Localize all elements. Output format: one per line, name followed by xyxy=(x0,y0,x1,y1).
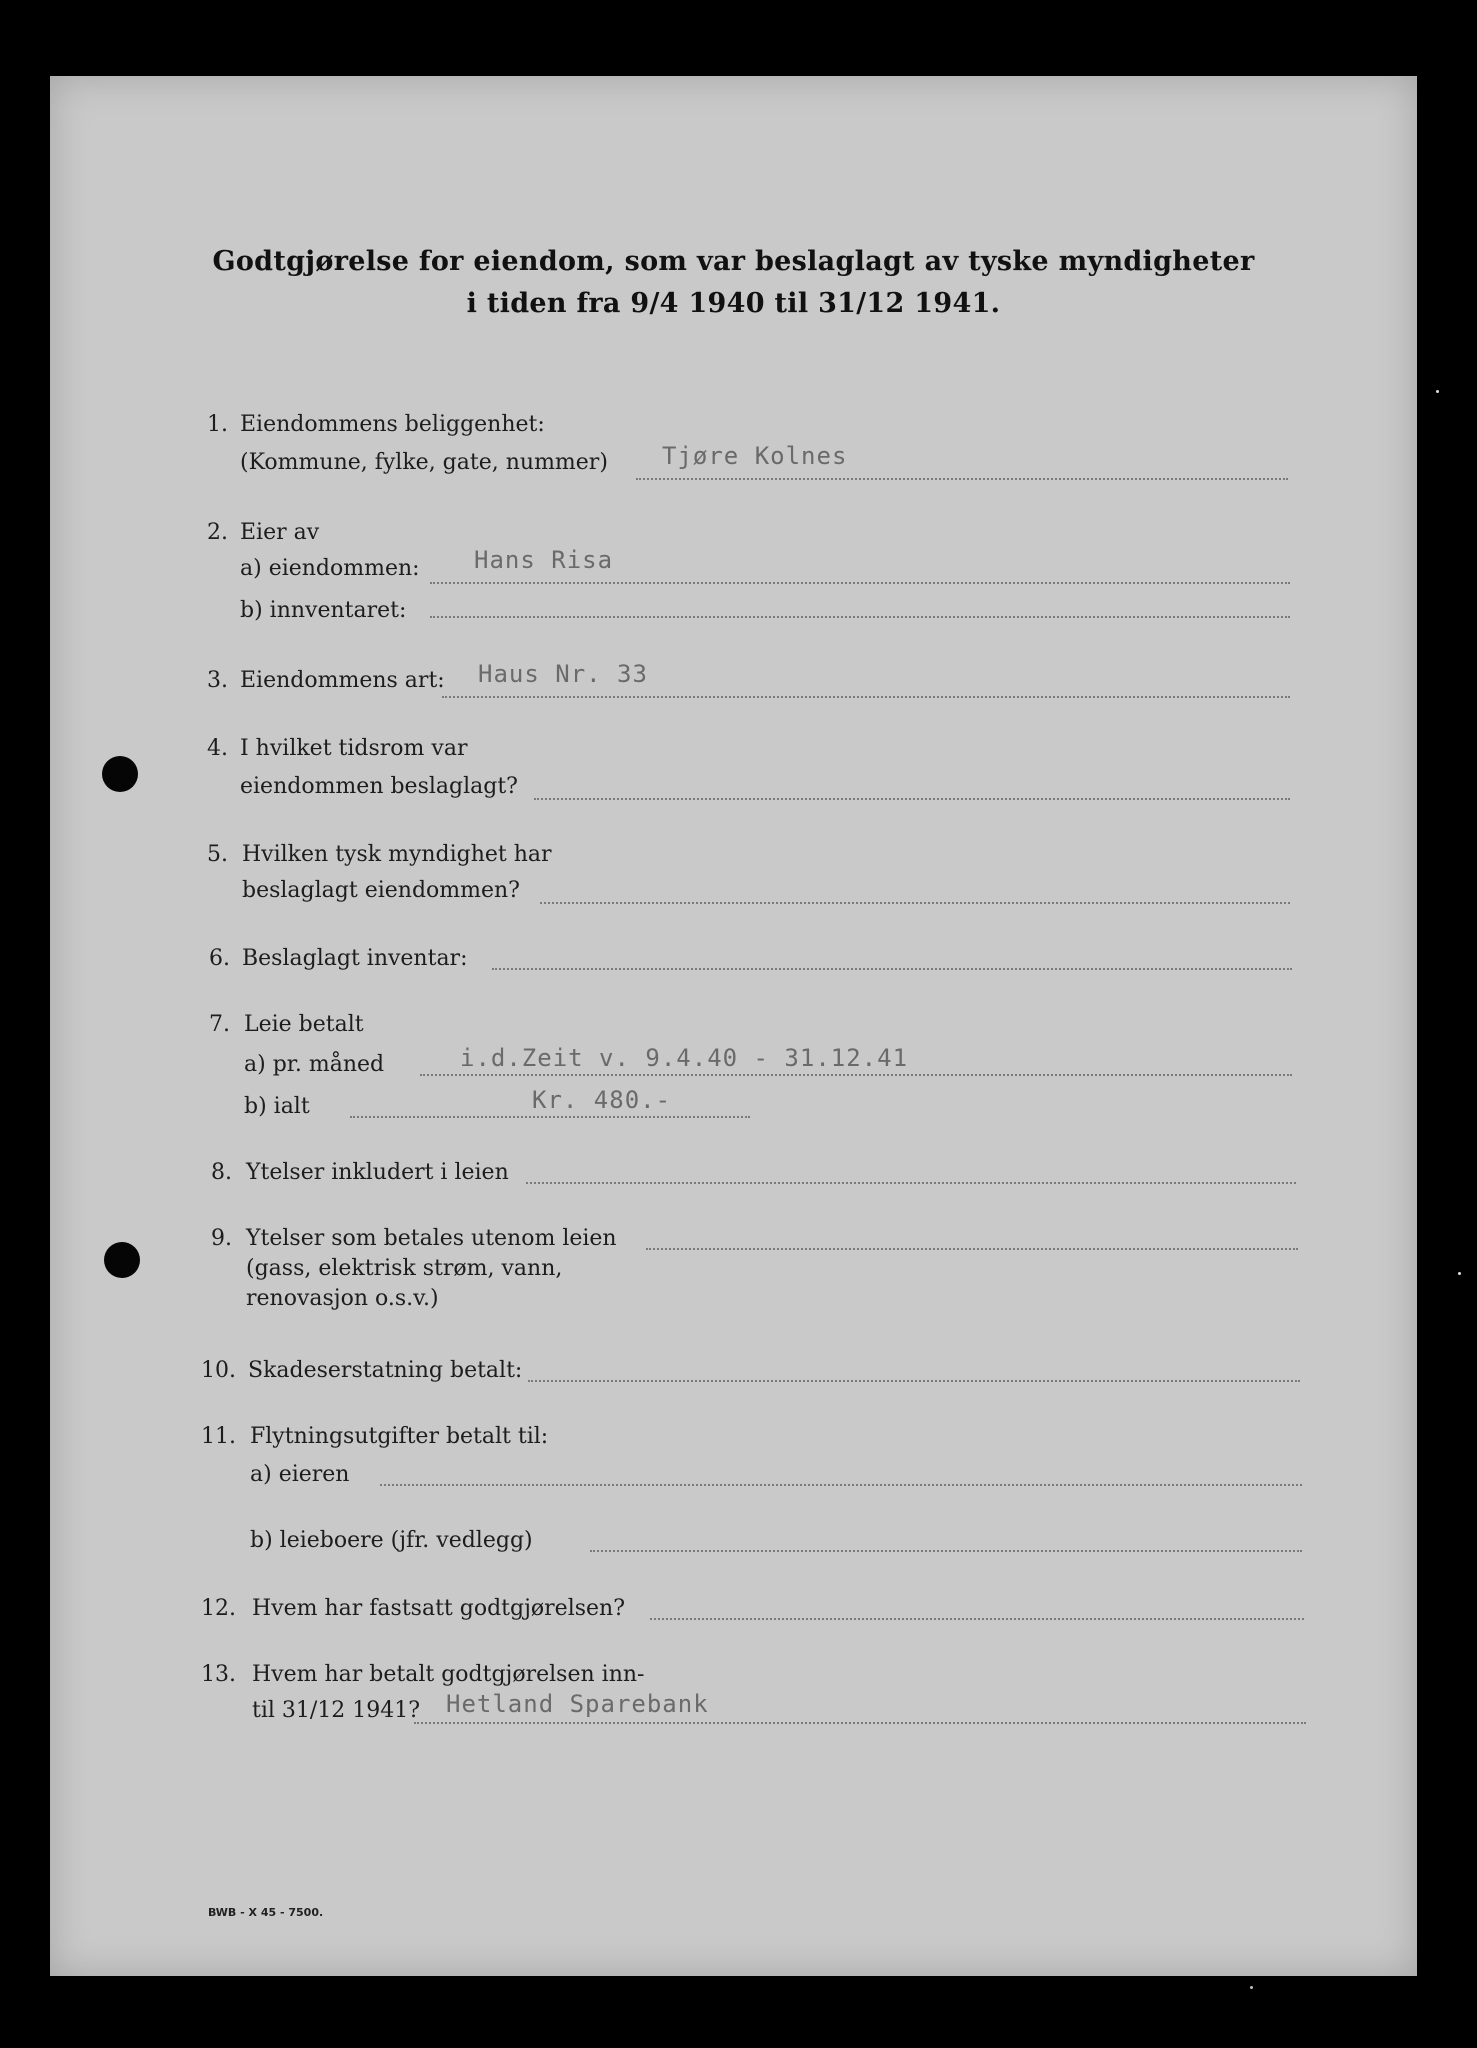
form-code-footer: BWB - X 45 - 7500. xyxy=(208,1906,324,1919)
answer-line xyxy=(646,1248,1298,1250)
answer-line xyxy=(430,616,1290,618)
scan-speck xyxy=(1436,390,1439,393)
answer-line xyxy=(380,1484,1302,1486)
item-number: 12. xyxy=(201,1596,236,1621)
answer-line xyxy=(350,1116,750,1118)
item-2-label: Eier av xyxy=(240,520,320,545)
answer-line xyxy=(636,478,1288,480)
item-8-label: Ytelser inkludert i leien xyxy=(246,1160,509,1185)
answer-line xyxy=(420,1074,1292,1076)
punch-hole xyxy=(102,756,138,792)
item-7b-answer: Kr. 480.- xyxy=(532,1086,672,1114)
item-7a-answer: i.d.Zeit v. 9.4.40 - 31.12.41 xyxy=(460,1044,909,1072)
item-1-label: Eiendommens beliggenhet: xyxy=(240,412,545,437)
paper-speck xyxy=(1250,1986,1253,1989)
item-number: 2. xyxy=(207,520,228,545)
item-12-label: Hvem har fastsatt godtgjørelsen? xyxy=(252,1596,626,1621)
answer-line xyxy=(650,1618,1304,1620)
item-5-label: Hvilken tysk myndighet har xyxy=(242,842,552,867)
item-number: 9. xyxy=(211,1226,232,1251)
answer-line xyxy=(492,968,1292,970)
item-number: 3. xyxy=(207,668,228,693)
item-number: 4. xyxy=(207,736,228,761)
form-sheet xyxy=(50,76,1417,1976)
item-number: 1. xyxy=(207,412,228,437)
item-9-sublabel-2: renovasjon o.s.v.) xyxy=(246,1286,439,1311)
item-13-sublabel: til 31/12 1941? xyxy=(252,1698,421,1723)
item-2a-label: a) eiendommen: xyxy=(240,556,420,581)
punch-hole xyxy=(104,1242,140,1278)
item-11b-label: b) leieboere (jfr. vedlegg) xyxy=(250,1528,533,1553)
scan-speck xyxy=(1458,1272,1461,1275)
item-7b-label: b) ialt xyxy=(244,1094,310,1119)
item-6-label: Beslaglagt inventar: xyxy=(242,946,468,971)
item-number: 5. xyxy=(207,842,228,867)
item-11-label: Flytningsutgifter betalt til: xyxy=(250,1424,549,1449)
item-number: 6. xyxy=(209,946,230,971)
item-9-label: Ytelser som betales utenom leien xyxy=(246,1226,617,1251)
answer-line xyxy=(540,902,1290,904)
item-4-sublabel: eiendommen beslaglagt? xyxy=(240,774,518,799)
item-number: 8. xyxy=(211,1160,232,1185)
answer-line xyxy=(430,582,1290,584)
item-13-label: Hvem har betalt godtgjørelsen inn- xyxy=(252,1662,645,1687)
item-11a-label: a) eieren xyxy=(250,1462,350,1487)
form-title-line-1: Godtgjørelse for eiendom, som var beslaglagt av tyske myndigheter xyxy=(212,246,1255,277)
item-number: 11. xyxy=(201,1424,236,1449)
item-9-sublabel-1: (gass, elektrisk strøm, vann, xyxy=(246,1256,563,1281)
item-number: 10. xyxy=(201,1358,236,1383)
item-10-label: Skadeserstatning betalt: xyxy=(248,1358,523,1383)
item-1-sublabel: (Kommune, fylke, gate, nummer) xyxy=(240,450,608,475)
item-13-answer: Hetland Sparebank xyxy=(446,1690,709,1718)
answer-line xyxy=(526,1182,1296,1184)
answer-line xyxy=(414,1722,1306,1724)
item-number: 13. xyxy=(201,1662,236,1687)
form-title-line-2: i tiden fra 9/4 1940 til 31/12 1941. xyxy=(466,288,1001,319)
item-7a-label: a) pr. måned xyxy=(244,1052,385,1077)
item-3-label: Eiendommens art: xyxy=(240,668,445,693)
item-2b-label: b) innventaret: xyxy=(240,598,407,623)
item-2a-answer: Hans Risa xyxy=(474,546,614,574)
item-3-answer: Haus Nr. 33 xyxy=(478,660,648,688)
item-5-sublabel: beslaglagt eiendommen? xyxy=(242,878,520,903)
answer-line xyxy=(534,798,1290,800)
answer-line xyxy=(442,696,1290,698)
answer-line xyxy=(590,1550,1302,1552)
item-4-label: I hvilket tidsrom var xyxy=(240,736,468,761)
item-7-label: Leie betalt xyxy=(244,1012,364,1037)
item-number: 7. xyxy=(209,1012,230,1037)
answer-line xyxy=(528,1380,1300,1382)
item-1-answer: Tjøre Kolnes xyxy=(662,442,848,470)
